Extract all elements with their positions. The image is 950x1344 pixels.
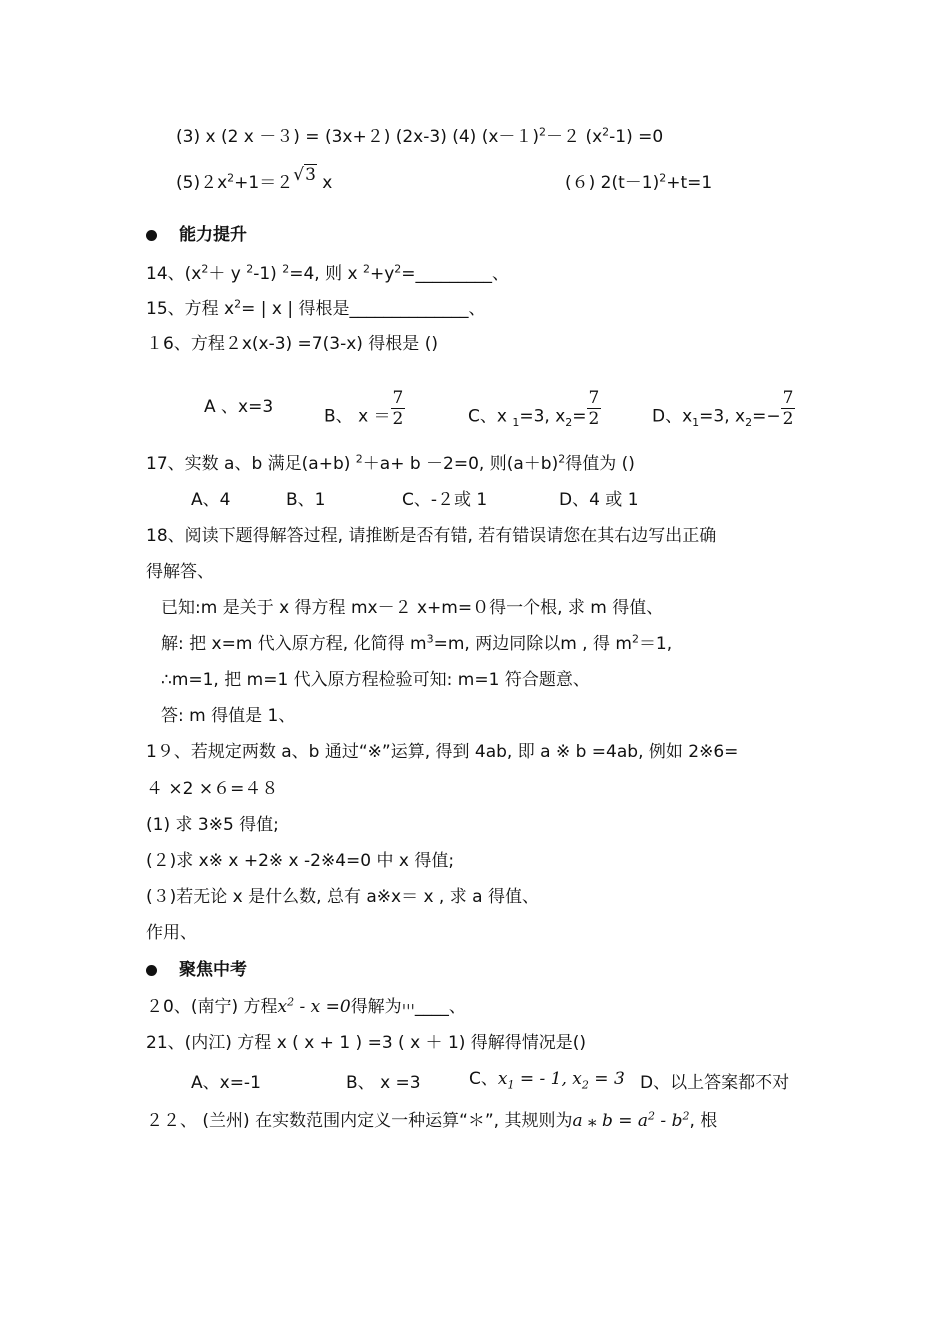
bullet-icon — [146, 230, 157, 241]
q17-option-c: C、-２或 1 — [402, 490, 488, 510]
question-19-part-2: (２)求 x※ x +2※ x -2※4=0 中 x 得值; — [146, 851, 455, 871]
fraction: $\frac{7}{2}$ — [588, 388, 600, 429]
question-18-line-2: 得解答、 — [146, 562, 214, 582]
question-18-check: ∴m=1, 把 m=1 代入原方程检验可知: m=1 符合题意、 — [161, 670, 590, 690]
q17-option-b: B、1 — [286, 490, 326, 510]
question-19-part-3: (３)若无论 x 是什么数, 总有 a※x＝ x , 求 a 得值、 — [146, 887, 539, 907]
q16-option-b: B、 x ＝ $\frac{7}{2}$ — [324, 388, 404, 429]
section-heading-exam-focus: 聚焦中考 — [146, 959, 247, 981]
question-19-part-1: (1) 求 3※5 得值; — [146, 815, 279, 835]
question-18-line-1: 18、阅读下题得解答过程, 请推断是否有错, 若有错误请您在其右边写出正确 — [146, 526, 717, 546]
q17-option-d: D、4 或 1 — [559, 490, 639, 510]
question-18-given: 已知:m 是关于 x 得方程 mx－２ x+m=０得一个根, 求 m 得值、 — [161, 598, 664, 618]
question-19-line-2: ４ ×2 ×６=４８ — [146, 779, 279, 799]
fraction: $\frac{7}{2}$ — [392, 388, 404, 429]
sqrt-sign: √ — [293, 165, 305, 185]
q16-option-a: A 、x=3 — [204, 397, 274, 417]
equation-line-5: $(5)2x^2+1=2√3$ x — [176, 165, 333, 193]
q21-option-d: D、以上答案都不对 — [640, 1073, 790, 1093]
equation-line-6: (６) $2(t-1)^2+t=1$ — [565, 171, 713, 193]
bullet-icon — [146, 965, 157, 976]
fraction: $\frac{7}{2}$ — [782, 388, 794, 429]
question-17: 17、实数 a、b 满足(a+b) $^2$＋a+ b －2=0, 则$(a+b)^2$得值为 () — [146, 452, 635, 474]
question-18-answer: 答: m 得值是 1、 — [161, 706, 296, 726]
question-19-line-1: 1９、若规定两数 a、b 通过“※”运算, 得到 4ab, 即 a ※ b =4ab, 例如 2※6= — [146, 742, 739, 762]
question-21: 21、(内江) 方程 x ( x + 1 ) =3 ( x ＋ 1) 得解得情况是() — [146, 1033, 587, 1053]
question-20: ２0、(南宁) 方程$x^2 - x =0$得解为ꞋꞋꞋ____、 — [146, 995, 466, 1017]
question-19-note: 作用、 — [146, 923, 197, 943]
question-16: １6、方程２x(x-3) =7(3-x) 得根是 () — [146, 334, 438, 354]
q17-option-a: A、4 — [191, 490, 231, 510]
question-22: ２２、 (兰州) 在实数范围内定义一种运算“＊”, 其规则为a ⁎ $b = a^2 - b^2$, 根 — [146, 1109, 718, 1131]
q16-option-d: D、$x_1=3$, $x_2=-$ $\frac{7}{2}$ — [652, 388, 794, 429]
equation-line-3-4: (3) x (2 x －３) = (3x+２) (2x-3) (4) $(x-1)^2-2$ $(x^2-1) =0$ — [176, 125, 664, 147]
q21-option-a: A、x=-1 — [191, 1073, 261, 1093]
q21-option-c: C、$x_1$ = - 1, $x_2 = 3$ — [469, 1069, 625, 1092]
q21-option-b: B、 x =3 — [346, 1073, 421, 1093]
question-18-solution: 解: 把 x=m 代入原方程, 化简得 $m^3=m$, 两边同除以m , 得 $m^2=1$, — [161, 632, 673, 654]
q16-option-c: C、x $_1$=3, $x_2=$ $\frac{7}{2}$ — [468, 388, 600, 429]
question-14: 14、($x^2+ y$ $^2$-1) $^2$=4, 则 x $^2+y^2=\_\_\_\_\_\_\_\_\_$、 — [146, 262, 510, 284]
question-15: 15、方程 $x^2=$ | x | 得根是______________、 — [146, 297, 486, 319]
section-heading-ability: 能力提升 — [146, 224, 247, 246]
